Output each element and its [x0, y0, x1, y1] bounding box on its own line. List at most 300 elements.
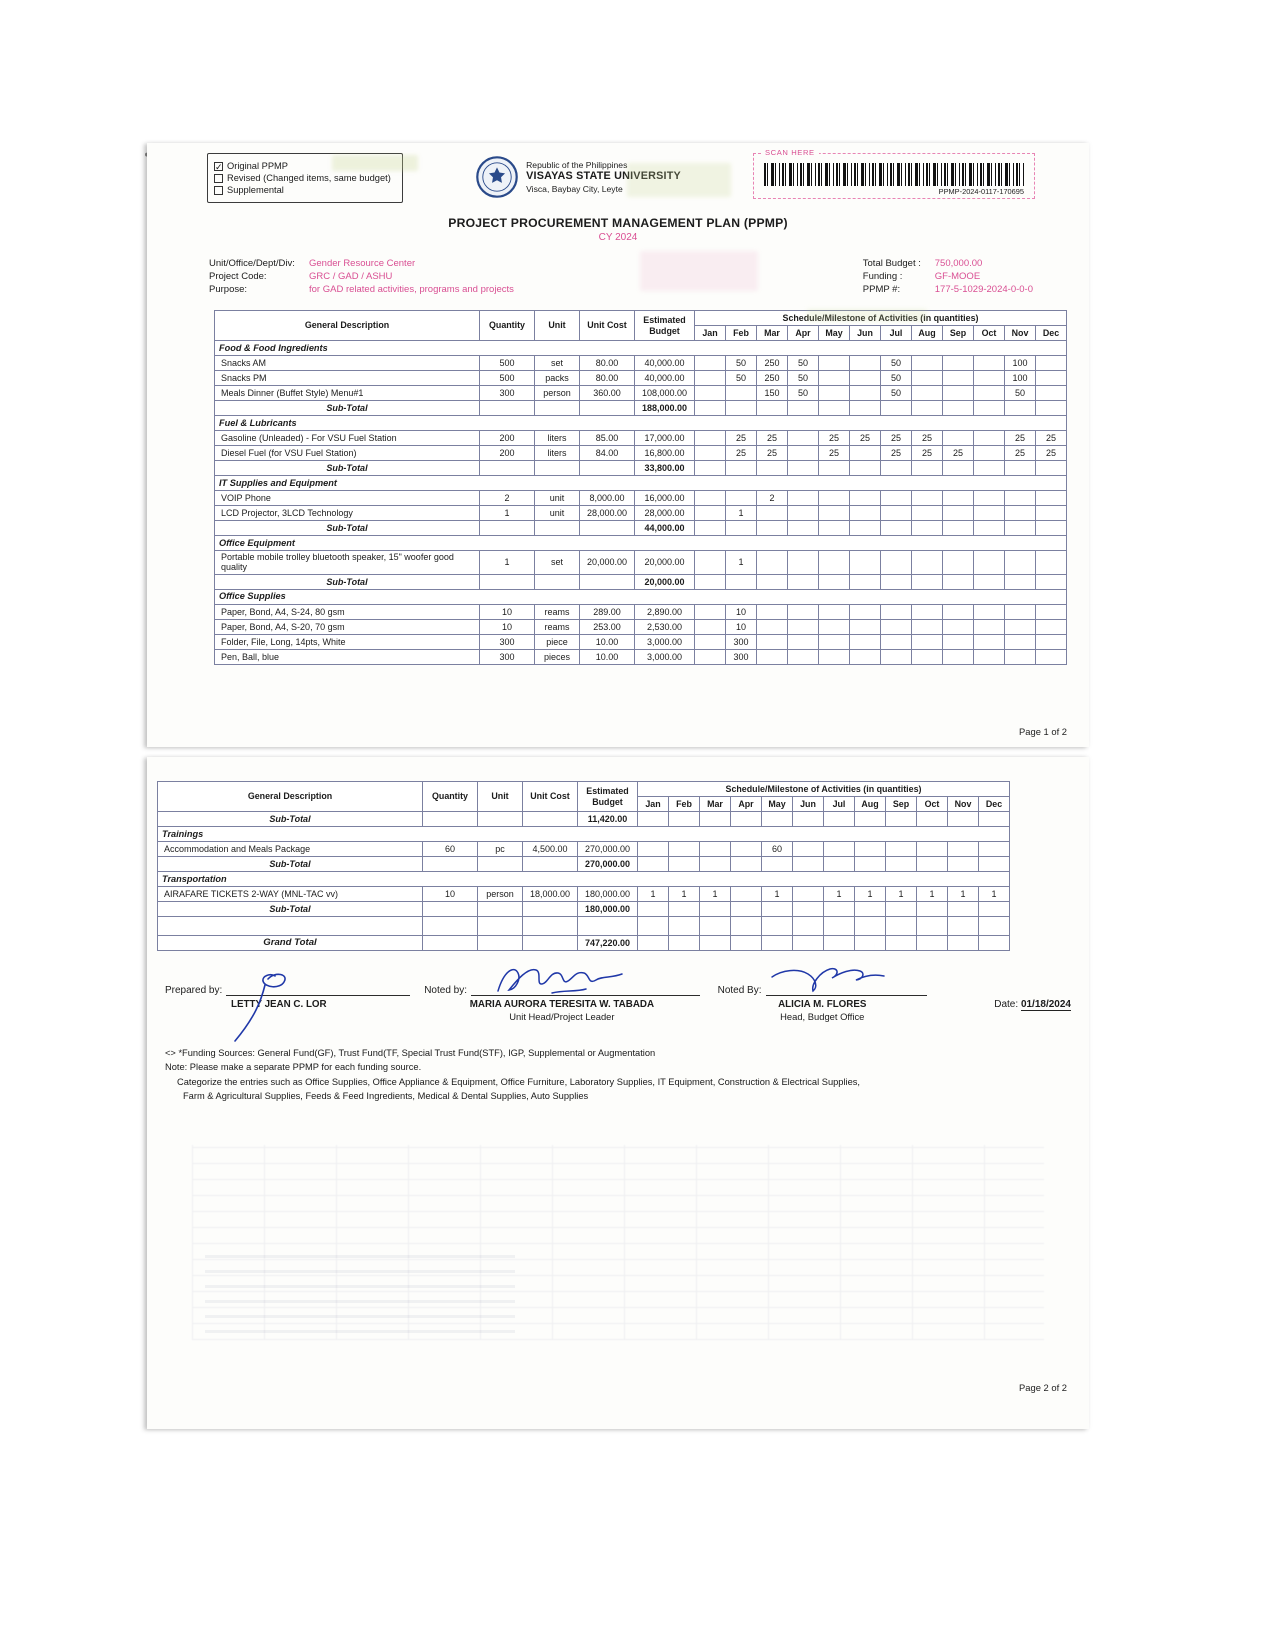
- blank-cell: [580, 401, 635, 416]
- item-description: Accommodation and Meals Package: [158, 842, 423, 857]
- month-header-may: May: [819, 326, 850, 341]
- month-qty-mar: 250: [757, 356, 788, 371]
- blank-cell: [943, 574, 974, 589]
- month-qty-oct: [974, 491, 1005, 506]
- subtotal-amount: 180,000.00: [578, 902, 638, 917]
- col-header-schedule: Schedule/Milestone of Activities (in quantities): [638, 782, 1010, 797]
- month-qty-may: 25: [819, 431, 850, 446]
- col-header-unit-cost: Unit Cost: [523, 782, 578, 812]
- blank-cell: [948, 917, 979, 936]
- month-qty-sep: [886, 842, 917, 857]
- blank-cell: [700, 936, 731, 951]
- blank-cell: [669, 917, 700, 936]
- item-quantity: 1: [480, 506, 535, 521]
- month-qty-may: 25: [819, 446, 850, 461]
- blank-cell: [669, 936, 700, 951]
- item-row: [215, 619, 1067, 634]
- blank-cell: [480, 574, 535, 589]
- item-quantity: 200: [480, 446, 535, 461]
- month-qty-aug: [912, 551, 943, 575]
- month-qty-mar: 25: [757, 431, 788, 446]
- month-qty-oct: [974, 356, 1005, 371]
- item-row: [215, 386, 1067, 401]
- item-estimated-budget: 40,000.00: [635, 356, 695, 371]
- blank-cell: [695, 461, 726, 476]
- info-left-block: [209, 256, 514, 297]
- month-header-mar: Mar: [700, 797, 731, 812]
- item-description: Diesel Fuel (for VSU Fuel Station): [215, 446, 480, 461]
- month-qty-jul: 25: [881, 446, 912, 461]
- blank-cell: [669, 902, 700, 917]
- page1-header-band: [147, 143, 1089, 203]
- blank-cell: [917, 936, 948, 951]
- subtotal-amount: 44,000.00: [635, 521, 695, 536]
- signature-line: [226, 985, 410, 996]
- subtotal-label: Sub-Total: [215, 574, 480, 589]
- month-qty-jul: 1: [824, 887, 855, 902]
- date-label: Date:: [994, 999, 1019, 1010]
- item-row: [158, 887, 1010, 902]
- month-qty-oct: [974, 551, 1005, 575]
- university-address: Visca, Baybay City, Leyte: [526, 183, 623, 194]
- month-qty-jan: [695, 386, 726, 401]
- noted-by-block-2: [718, 985, 927, 1022]
- ppmp-table-page2: [157, 781, 1010, 951]
- month-qty-sep: [943, 386, 974, 401]
- project-code-value: GRC / GAD / ASHU: [309, 271, 393, 282]
- scanned-page-1: [147, 143, 1089, 747]
- item-unit-cost: 84.00: [580, 446, 635, 461]
- blank-cell: [695, 401, 726, 416]
- month-header-feb: Feb: [726, 326, 757, 341]
- month-qty-nov: 100: [1005, 356, 1036, 371]
- blank-cell: [726, 521, 757, 536]
- month-qty-may: [819, 491, 850, 506]
- item-description: LCD Projector, 3LCD Technology: [215, 506, 480, 521]
- checkbox-label: Supplemental: [227, 185, 284, 195]
- blank-cell: [535, 401, 580, 416]
- blank-cell: [700, 902, 731, 917]
- item-row: [215, 491, 1067, 506]
- blank-cell: [726, 574, 757, 589]
- blank-cell: [762, 857, 793, 872]
- month-qty-feb: 50: [726, 356, 757, 371]
- month-qty-nov: 1: [948, 887, 979, 902]
- blank-cell: [824, 902, 855, 917]
- item-estimated-budget: 3,000.00: [635, 634, 695, 649]
- noted-by-label-2: Noted By:: [717, 985, 762, 996]
- blank-cell: [700, 812, 731, 827]
- month-qty-jan: [695, 604, 726, 619]
- item-unit-cost: 85.00: [580, 431, 635, 446]
- month-header-aug: Aug: [912, 326, 943, 341]
- item-unit: unit: [535, 506, 580, 521]
- checked-checkbox-icon: ✓: [215, 161, 223, 172]
- blank-cell: [881, 574, 912, 589]
- subtotal-label: Sub-Total: [158, 812, 423, 827]
- blank-cell: [979, 917, 1010, 936]
- blank-cell: [478, 812, 523, 827]
- month-qty-mar: [757, 634, 788, 649]
- subtotal-label: Sub-Total: [215, 401, 480, 416]
- barcode: [764, 163, 1024, 186]
- separate-ppmp-note: Note: Please make a separate PPMP for each funding source.: [165, 1062, 422, 1073]
- date-value: 01/18/2024: [1020, 999, 1071, 1010]
- section-row: [215, 589, 1067, 604]
- month-qty-jan: [695, 506, 726, 521]
- month-qty-oct: [917, 842, 948, 857]
- blank-cell: [793, 857, 824, 872]
- ppmp-table-page1: [214, 310, 1067, 665]
- month-qty-feb: 300: [726, 649, 757, 664]
- university-seal-icon: [475, 155, 519, 199]
- month-qty-sep: [943, 619, 974, 634]
- blank-cell: [423, 857, 478, 872]
- month-qty-oct: [974, 649, 1005, 664]
- item-quantity: 300: [480, 634, 535, 649]
- blank-cell: [731, 936, 762, 951]
- blank-cell: [638, 857, 669, 872]
- table-header-row: [158, 782, 1010, 797]
- month-qty-oct: [974, 506, 1005, 521]
- blank-cell: [974, 521, 1005, 536]
- month-qty-may: [819, 371, 850, 386]
- blank-cell: [912, 461, 943, 476]
- blank-cell: [912, 401, 943, 416]
- month-qty-jun: [850, 386, 881, 401]
- month-qty-nov: 25: [1005, 446, 1036, 461]
- blank-cell: [793, 812, 824, 827]
- section-label: Food & Food Ingredients: [215, 341, 1067, 356]
- month-qty-oct: [974, 446, 1005, 461]
- month-qty-dec: 25: [1036, 431, 1067, 446]
- item-unit: set: [535, 551, 580, 575]
- subtotal-row: [158, 812, 1010, 827]
- month-qty-dec: [1036, 649, 1067, 664]
- month-qty-apr: [788, 506, 819, 521]
- item-unit-cost: 8,000.00: [580, 491, 635, 506]
- blank-cell: [638, 936, 669, 951]
- blank-cell: [979, 936, 1010, 951]
- document-info: [209, 256, 1033, 297]
- item-estimated-budget: 108,000.00: [635, 386, 695, 401]
- month-qty-jan: [695, 619, 726, 634]
- month-qty-oct: [974, 619, 1005, 634]
- month-qty-dec: [1036, 634, 1067, 649]
- col-header-budget: Estimated Budget: [635, 311, 695, 341]
- month-qty-apr: [788, 431, 819, 446]
- month-qty-apr: [788, 634, 819, 649]
- blank-cell: [423, 936, 478, 951]
- blank-cell: [669, 857, 700, 872]
- item-quantity: 10: [480, 619, 535, 634]
- blank-cell: [948, 857, 979, 872]
- month-qty-jun: [793, 887, 824, 902]
- blank-cell: [726, 461, 757, 476]
- blank-cell: [762, 936, 793, 951]
- blank-cell: [819, 521, 850, 536]
- item-description: Gasoline (Unleaded) - For VSU Fuel Station: [215, 431, 480, 446]
- section-row: [215, 416, 1067, 431]
- blank-cell: [1036, 574, 1067, 589]
- blank-cell: [478, 917, 523, 936]
- item-estimated-budget: 180,000.00: [578, 887, 638, 902]
- project-code-label: Project Code:: [209, 271, 267, 282]
- item-unit-cost: 80.00: [580, 356, 635, 371]
- month-qty-feb: 50: [726, 371, 757, 386]
- month-qty-may: [819, 506, 850, 521]
- month-qty-jul: [881, 604, 912, 619]
- subtotal-label: Sub-Total: [215, 521, 480, 536]
- month-qty-aug: [912, 604, 943, 619]
- blank-cell: [979, 902, 1010, 917]
- item-description: Snacks PM: [215, 371, 480, 386]
- month-qty-jan: [695, 551, 726, 575]
- month-qty-nov: 100: [1005, 371, 1036, 386]
- blank-cell: [788, 461, 819, 476]
- section-row: [158, 872, 1010, 887]
- university-name: VISAYAS STATE UNIVERSITY: [526, 170, 681, 183]
- ppmp-number-label: PPMP #:: [862, 284, 901, 295]
- blank-cell: [881, 521, 912, 536]
- item-row: [215, 551, 1067, 575]
- month-qty-jun: 25: [850, 431, 881, 446]
- month-qty-sep: [943, 356, 974, 371]
- subtotal-amount: 20,000.00: [635, 574, 695, 589]
- blank-cell: [478, 936, 523, 951]
- blank-cell: [855, 812, 886, 827]
- blank-cell: [1005, 401, 1036, 416]
- month-header-dec: Dec: [1036, 326, 1067, 341]
- blank-cell: [757, 401, 788, 416]
- blank-cell: [948, 812, 979, 827]
- document-title: PROJECT PROCUREMENT MANAGEMENT PLAN (PPMP): [448, 216, 788, 230]
- blank-cell: [979, 857, 1010, 872]
- barcode-number: PPMP-2024-0117-170695: [938, 187, 1024, 196]
- month-qty-nov: [948, 842, 979, 857]
- blank-cell: [850, 401, 881, 416]
- scan-artifact: [332, 155, 418, 171]
- republic-line: Republic of the Philippines: [526, 159, 628, 170]
- month-qty-may: [819, 551, 850, 575]
- section-label: IT Supplies and Equipment: [215, 476, 1067, 491]
- blank-cell: [917, 902, 948, 917]
- month-qty-dec: [1036, 604, 1067, 619]
- funding-value: GF-MOOE: [934, 271, 981, 282]
- blank-cell: [1005, 574, 1036, 589]
- blank-cell: [731, 812, 762, 827]
- month-qty-jun: [793, 842, 824, 857]
- subtotal-label: Sub-Total: [158, 902, 423, 917]
- scan-here-label: SCAN HERE: [761, 148, 819, 157]
- blank-cell: [855, 902, 886, 917]
- month-qty-jan: 1: [638, 887, 669, 902]
- month-qty-mar: 250: [757, 371, 788, 386]
- blank-cell: [979, 812, 1010, 827]
- blank-cell: [912, 574, 943, 589]
- month-qty-may: [819, 649, 850, 664]
- month-qty-sep: [943, 371, 974, 386]
- month-qty-oct: [974, 634, 1005, 649]
- blank-cell: [824, 917, 855, 936]
- month-qty-mar: 150: [757, 386, 788, 401]
- categorize-note-continued: Farm & Agricultural Supplies, Feeds & Feed Ingredients, Medical & Dental Supplies, Auto Supplies: [183, 1091, 589, 1102]
- month-qty-apr: [731, 887, 762, 902]
- blank-cell: [788, 401, 819, 416]
- month-qty-nov: [1005, 551, 1036, 575]
- month-header-oct: Oct: [974, 326, 1005, 341]
- prepared-by-label: Prepared by:: [165, 985, 223, 996]
- signature-line: [471, 985, 700, 996]
- month-qty-feb: [669, 842, 700, 857]
- month-qty-aug: [912, 506, 943, 521]
- month-qty-dec: [1036, 386, 1067, 401]
- blank-cell: [1036, 521, 1067, 536]
- table-header-row: [215, 311, 1067, 326]
- month-qty-oct: 1: [917, 887, 948, 902]
- item-quantity: 300: [480, 649, 535, 664]
- month-header-oct: Oct: [917, 797, 948, 812]
- month-qty-may: [819, 634, 850, 649]
- item-row: [215, 371, 1067, 386]
- scan-artifact: [807, 309, 927, 322]
- month-qty-mar: [757, 619, 788, 634]
- prepared-by-block: [165, 985, 410, 1022]
- month-qty-jun: [850, 551, 881, 575]
- item-unit: set: [535, 356, 580, 371]
- prepared-by-name: LETTY JEAN C. LOR: [231, 999, 327, 1010]
- month-qty-feb: 10: [726, 619, 757, 634]
- blank-cell: [974, 461, 1005, 476]
- blank-cell: [480, 461, 535, 476]
- month-qty-jul: 25: [881, 431, 912, 446]
- unchecked-checkbox-icon: [214, 186, 223, 195]
- signature-line: [766, 985, 927, 996]
- blank-cell: [580, 574, 635, 589]
- item-unit: piece: [535, 634, 580, 649]
- month-qty-nov: 50: [1005, 386, 1036, 401]
- month-qty-dec: [1036, 619, 1067, 634]
- month-qty-apr: [788, 604, 819, 619]
- col-header-budget: Estimated Budget: [578, 782, 638, 812]
- empty-amount: [578, 917, 638, 936]
- month-qty-sep: 25: [943, 446, 974, 461]
- item-quantity: 1: [480, 551, 535, 575]
- funding-label: Funding :: [862, 271, 903, 282]
- month-qty-sep: 1: [886, 887, 917, 902]
- noted-by-name-2: ALICIA M. FLORES: [778, 999, 867, 1010]
- blank-cell: [423, 917, 478, 936]
- month-qty-may: [819, 604, 850, 619]
- blank-cell: [523, 936, 578, 951]
- subtotal-row: [215, 574, 1067, 589]
- blank-cell: [886, 857, 917, 872]
- blank-cell: [695, 521, 726, 536]
- month-header-jun: Jun: [793, 797, 824, 812]
- blank-cell: [757, 574, 788, 589]
- month-qty-nov: [1005, 634, 1036, 649]
- blank-cell: [480, 521, 535, 536]
- month-qty-jan: [695, 491, 726, 506]
- blank-cell: [886, 917, 917, 936]
- col-header-quantity: Quantity: [480, 311, 535, 341]
- month-header-jun: Jun: [850, 326, 881, 341]
- item-unit: person: [478, 887, 523, 902]
- blank-cell: [824, 936, 855, 951]
- month-header-jan: Jan: [695, 326, 726, 341]
- categorize-note: Categorize the entries such as Office Supplies, Office Appliance & Equipment, Office Furniture, Laboratory Supplies, IT Equipment, Construction & Electrical Supplies,: [177, 1076, 860, 1087]
- item-description: AIRAFARE TICKETS 2-WAY (MNL-TAC vv): [158, 887, 423, 902]
- month-qty-sep: [943, 604, 974, 619]
- month-qty-nov: [1005, 649, 1036, 664]
- month-qty-mar: [757, 551, 788, 575]
- blank-cell: [580, 521, 635, 536]
- blank-cell: [535, 574, 580, 589]
- grandtotal-row: [158, 936, 1010, 951]
- month-header-sep: Sep: [943, 326, 974, 341]
- month-qty-oct: [974, 431, 1005, 446]
- checkbox-row-revised: [214, 173, 396, 183]
- blank-cell: [948, 902, 979, 917]
- month-qty-sep: [943, 506, 974, 521]
- blank-cell: [757, 461, 788, 476]
- empty-row: [158, 917, 1010, 936]
- blank-cell: [731, 857, 762, 872]
- blank-cell: [762, 902, 793, 917]
- section-label: Office Supplies: [215, 589, 1067, 604]
- purpose-label: Purpose:: [209, 284, 248, 295]
- blank-cell: [523, 902, 578, 917]
- month-qty-jun: [850, 446, 881, 461]
- item-row: [215, 604, 1067, 619]
- month-qty-mar: 1: [700, 887, 731, 902]
- month-qty-jan: [638, 842, 669, 857]
- month-qty-mar: 25: [757, 446, 788, 461]
- col-header-description: General Description: [158, 782, 423, 812]
- month-qty-feb: 1: [726, 551, 757, 575]
- blank-cell: [793, 936, 824, 951]
- subtotal-amount: 33,800.00: [635, 461, 695, 476]
- month-header-apr: Apr: [788, 326, 819, 341]
- month-qty-aug: [912, 356, 943, 371]
- subtotal-row: [215, 401, 1067, 416]
- subtotal-label: Sub-Total: [215, 461, 480, 476]
- item-unit-cost: 18,000.00: [523, 887, 578, 902]
- item-quantity: 200: [480, 431, 535, 446]
- barcode-panel: [753, 148, 1035, 199]
- item-quantity: 500: [480, 356, 535, 371]
- blank-cell: [700, 917, 731, 936]
- item-unit-cost: 4,500.00: [523, 842, 578, 857]
- month-header-aug: Aug: [855, 797, 886, 812]
- subtotal-row: [215, 521, 1067, 536]
- month-qty-aug: 25: [912, 431, 943, 446]
- blank-cell: [819, 461, 850, 476]
- month-qty-aug: [912, 491, 943, 506]
- blank-cell: [523, 917, 578, 936]
- month-qty-nov: 25: [1005, 431, 1036, 446]
- blank-cell: [535, 521, 580, 536]
- unit-office-value: Gender Resource Center: [309, 258, 416, 269]
- blank-cell: [855, 857, 886, 872]
- month-qty-feb: 1: [726, 506, 757, 521]
- month-qty-feb: 25: [726, 431, 757, 446]
- month-header-apr: Apr: [731, 797, 762, 812]
- item-quantity: 10: [480, 604, 535, 619]
- bleed-through-artifact: [205, 1255, 515, 1333]
- month-qty-apr: 50: [788, 356, 819, 371]
- month-qty-aug: [912, 634, 943, 649]
